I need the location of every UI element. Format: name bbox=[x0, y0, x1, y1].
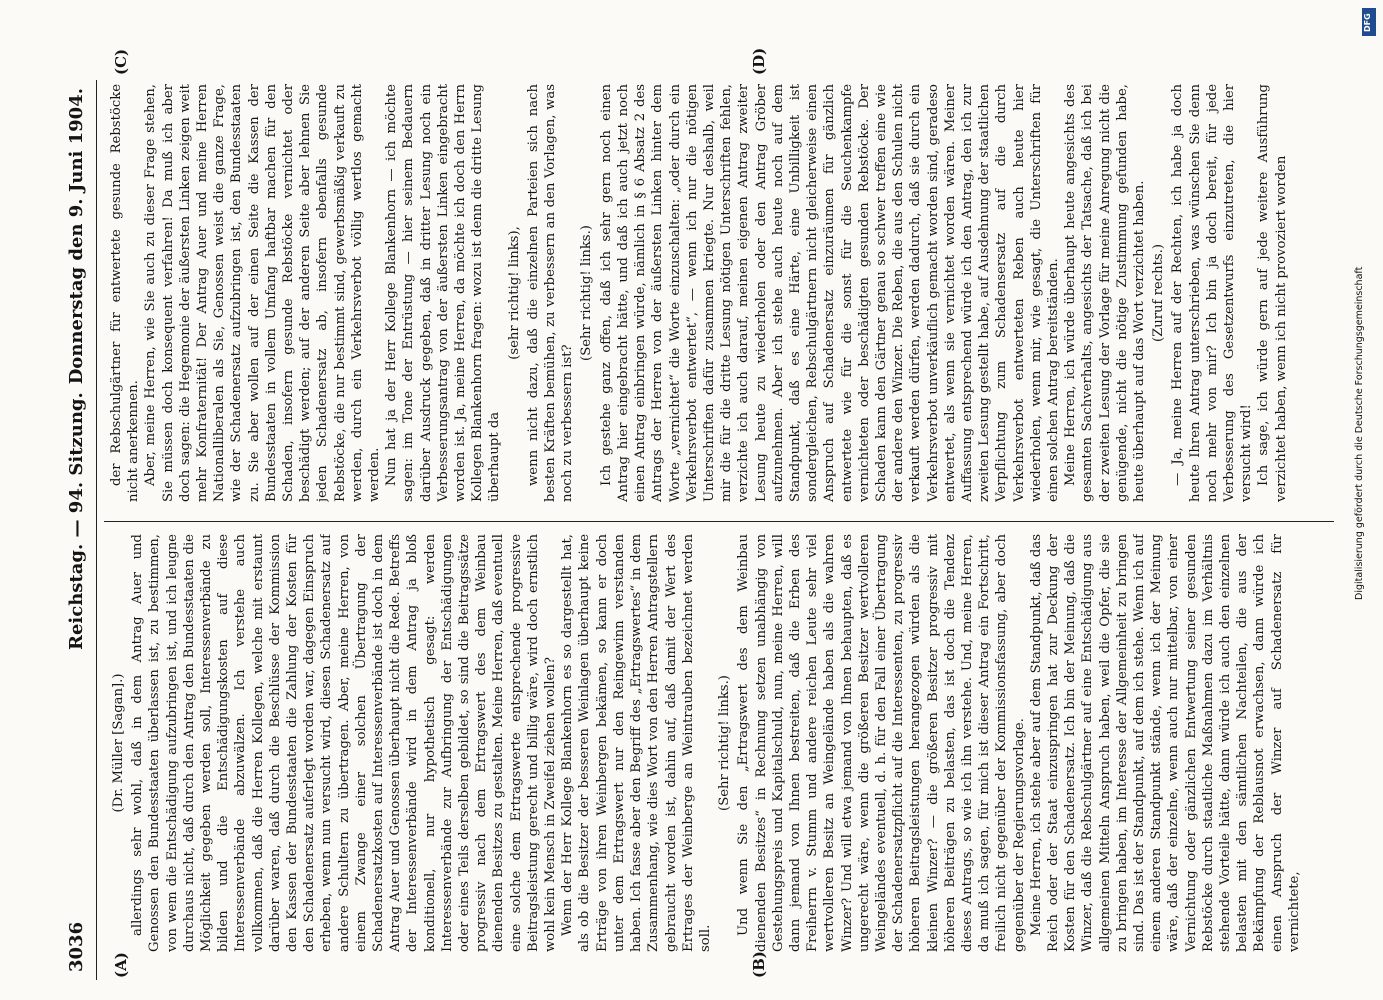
paragraph: wenn nicht dazu, daß die einzelnen Parteien sich nach besten Kräften bemühen, zu verbessern an den Vorlagen, was noch zu verbessern ist? bbox=[525, 84, 576, 502]
paragraph: Ich gestehe ganz offen, daß ich sehr gern noch einen Antrag hier eingebracht hätte, und daß ich auch jetzt noch einen Antrag einbringen würde, nämlich in § 6 Absatz 2 des Antrags der Herren von der äußersten Linken hinter dem Worte „vernichtet“ die Worte einzuschalten: „oder durch ein Verkehrsverbot entwertet“, — wenn ich nur die nötigen Unterschriften dafür zusammen kriegte. Nur deshalb, weil mir die für die dritte Lesung nötigen Unterschriften fehlen, verzichte ich auch darauf, meinen eigenen Antrag zweiter Lesung heute zu wiederholen oder den Antrag Gröber aufzunehmen. Aber ich stehe auch heute noch auf dem Standpunkt, daß es eine Härte, eine Unbilligkeit ist sondergleichen, Rebschulgärtnern nicht gleicherweise einen Anspruch auf Schadenersatz einzuräumen für gänzlich entwertete wie für die sonst für die Seuchenkampfe vernichteten oder beschädigten gesunden Rebstöcke. Der Schaden kann den Gärtner genau so schwer treffen eine wie der andere den Winzer. Die Reben, die aus den Schulen nicht verkauft werden dürfen, werden dadurch, daß sie durch ein Verkehrsverbot unverkäuflich gemacht worden sind, geradeso entwertet, als wenn sie vernichtet worden wären. Meiner Auffassung entsprechend würde ich den Antrag, den ich zur zweiten Lesung gestellt habe, auf Ausdehnung der staatlichen Verpflichtung zum Schadensersatz auf die durch Verkehrsverbot entwerteten Reben auch heute hier wiederholen, wenn mir, wie gesagt, die Unterschriften für einen solchen Antrag bereitständen. bbox=[598, 84, 1061, 502]
session-title: Reichstag. — 94. Sitzung. bbox=[66, 392, 87, 650]
paragraph: der Rebschulgärtner für entwertete gesunde Rebstöcke nicht anerkennen. bbox=[109, 84, 142, 502]
paragraph: Meine Herren, ich würde überhaupt heute angesichts des gesamten Sachverhalts, angesichts der Tatsache, daß ich bei der zweiten Lesung der Vorlage für meine Anregung nicht die genügende, nicht die nötige Zustimmung gefunden habe, heute überhaupt auf das Wort verzichtet haben. bbox=[1063, 84, 1147, 502]
session-date: Donnerstag den 9. Juni 1904. bbox=[66, 88, 87, 385]
digitization-footer bbox=[1354, 10, 1374, 600]
interjection: (Sehr richtig! links.) bbox=[579, 225, 595, 361]
paragraph: Meine Herren, ich stehe aber auf dem Standpunkt, daß das Reich oder der Staat einzuspringen hat zur Deckung der Kosten für den Schadenersatz. Ich bin der Meinung, daß die Winzer, daß die Rebschulgärtner auf eine Entschädigung aus allgemeinen Mitteln Anspruch haben, weil die Opfer, die sie zu bringen haben, im Interesse der Allgemeinheit zu bringen sind. Das ist der Standpunkt, auf dem ich stehe. Wenn ich auf einem anderen Standpunkt stände, wenn ich der Meinung wäre, daß der einzelne, wenn auch nur mittelbar, von einer Vernichtung oder gänzlichen Entwertung seiner gesunden Rebstöcke durch staatliche Maßnahmen dazu im Verhältnis stehende Vorteile hätte, dann würde ich auch den einzelnen belasten mit den sämtlichen Nachteilen, die aus der Bekämpfung der Reblausnot erwachsen, dann würde ich einen Anspruch der Winzer auf Schadenersatz für vernichtete, bbox=[1028, 534, 1302, 952]
paragraph: allerdings sehr wohl, daß in dem Antrag Auer und Genossen den Bundesstaaten überlassen ist, zu bestimmen, von wem die Entschädigung aufzubringen ist, und ich leugne durchaus nicht, daß durch den Antrag den Bundesstaaten die Möglichkeit gegeben werden soll, Interessenverbände zu bilden und die Entschädigungskosten auf diese Interessenverbände abzuwälzen. Ich verstehe auch vollkommen, daß die Herren Kollegen, welche mit erstaunt darüber waren, daß durch die Beschlüsse der Kommission den Kassen der Bundesstaaten die Zahlung der Kosten für den Schadenersatz auferlegt worden war, dagegen Einspruch erheben, wenn nun versucht wird, diesen Schadenersatz auf andere Schultern zu übertragen. Aber, meine Herren, von einem Zwange einer solchen Übertragung der Schadenersatzkosten auf Interessenverbände ist doch in dem Antrag Auer und Genossen überhaupt nicht die Rede. Betreffs der Interessenverbände wird in dem Antrag ja bloß konditionell, nur hypothetisch gesagt: werden Interessenverbände zur Aufbringung der Entschädigungen oder eines Teils derselben gebildet, so sind die Beitragssätze progressiv nach dem Ertragswert des dem Weinbau dienenden Besitzes zu gestalten. Meine Herren, daß eventuell eine solche dem Ertragswerte entsprechende progressive Beitragsleistung gerecht und billig wäre, wird doch ernstlich wohl kein Mensch in Zweifel ziehen wollen? bbox=[130, 534, 559, 952]
rotated-page-content bbox=[60, 47, 1340, 980]
dfg-logo bbox=[1362, 8, 1376, 36]
paragraph: Aber, meine Herren, wie Sie auch zu dieser Frage stehen, Sie müssen doch konsequent verfahren! Da muß ich aber doch sagen: die Hegemonie der äußersten Linken zeigen weit mehr Konfraternität! Der Antrag Auer und meine Herren Nationalliberalen als Sie, Genossen weist die ganze Frage, wie der Schadenersatz aufzubringen ist, den Bundesstaaten zu. Sie aber wollen auf der einen Seite die Kassen der Bundesstaaten in vollem Umfang haftbar machen für den Schaden, insofern gesunde Rebstöcke vernichtet oder beschädigt werden; auf der anderen Seite aber lehnen Sie jeden Schadenersatz ab, insofern ebenfalls gesunde Rebstöcke, die nur bestimmt sind, gewerbsmäßig verkauft zu werden, durch ein Verkehrsverbot völlig wertlos gemacht werden. bbox=[143, 84, 383, 502]
right-column bbox=[108, 84, 1328, 502]
speaker-label: (Dr. Müller [Sagan].) bbox=[111, 673, 126, 813]
interjection: (sehr richtig! links), bbox=[506, 226, 522, 360]
left-column bbox=[108, 534, 1328, 952]
interjection: (Sehr richtig! links.) bbox=[717, 675, 733, 811]
paragraph: Und wenn Sie den „Ertragswert des dem Weinbau dienenden Besitzes“ in Rechnung setzen unabhängig von Gestehungspreis und Kapitalschuld, nun, meine Herren, will dann jemand von Ihnen bestreiten, daß die Erben des Freiherrn v. Stumm und andere reichen Leute sehr viel wertvolleren Besitz an Weingelände haben als die wahren Winzer? Und will etwa jemand von Ihnen behaupten, daß es ungerecht wäre, wenn die größeren Besitzer wertvolleren Weingeländes eventuell, d. h. für den Fall einer Übertragung der Schadenersatzpflicht auf die Interessenten, zu progressiv höheren Beitragsleistungen herangezogen würden als die kleinen Winzer? — die größeren Besitzer progressiv mit höheren Beiträgen zu belasten, das ist doch die Tendenz dieses Antrags, so wie ich ihn verstehe. Und, meine Herren, da muß ich sagen, für mich ist dieser Antrag ein Fortschritt, freilich nicht gegenüber der Kommissionsfassung, aber doch gegenüber der Regierungsvorlage. bbox=[736, 534, 1027, 952]
paragraph: — Ja, meine Herren auf der Rechten, ich habe ja doch heute Ihren Antrag unterschrieben, was wünschen Sie denn noch mehr von mir? Ich bin ja doch bereit, für jede Verbesserung des Gesetzentwurfs einzutreten, die hier versucht wird! bbox=[1170, 84, 1255, 502]
paragraph: Ich sage, ich würde gern auf jede weitere Ausführung verzichtet haben, wenn ich nicht provoziert worden bbox=[1256, 84, 1289, 502]
digitization-note: Digitalisierung gefördert durch die Deutsche Forschungsgemeinschaft bbox=[1354, 266, 1365, 600]
margin-marker-b: (B) bbox=[750, 951, 768, 978]
margin-marker-a: (A) bbox=[112, 952, 130, 978]
paragraph: Wenn der Herr Kollege Blankenhorn es so dargestellt hat, als ob die Besitzer der besseren Weinlagen überhaupt keine Erträge von ihren Weinbergen bekämen, so kann er doch unter dem Ertragswert nur den Reingewinn verstanden haben. Ich fasse aber den Begriff des „Ertragswertes“ in dem Zusammenhang, wie dies Wort von den Herren Antragstellern gebraucht worden ist, dahin auf, daß damit der Wert des Ertrages der Weinberge an Weintrauben bezeichnet werden soll. bbox=[560, 534, 713, 952]
interjection: (Zuruf rechts.) bbox=[1151, 243, 1167, 343]
page-number: 3036 bbox=[66, 921, 87, 972]
dfg-logo-text: DFG bbox=[1363, 13, 1372, 32]
margin-marker-c: (C) bbox=[112, 48, 130, 75]
paragraph: Nun hat ja der Herr Kollege Blankenhorn — ich möchte sagen: im Tone der Entrüstung — hier seinem Bedauern darüber Ausdruck gegeben, daß in dritter Lesung noch ein Verbesserungsantrag von der äußersten Linken eingebracht worden ist. Ja, meine Herren, da möchte ich doch den Herrn Kollegen Blankenhorn fragen: wozu ist denn die dritte Lesung überhaupt da bbox=[384, 84, 503, 502]
margin-marker-d: (D) bbox=[750, 47, 768, 75]
column-divider bbox=[104, 521, 1334, 522]
page-header bbox=[60, 80, 97, 980]
